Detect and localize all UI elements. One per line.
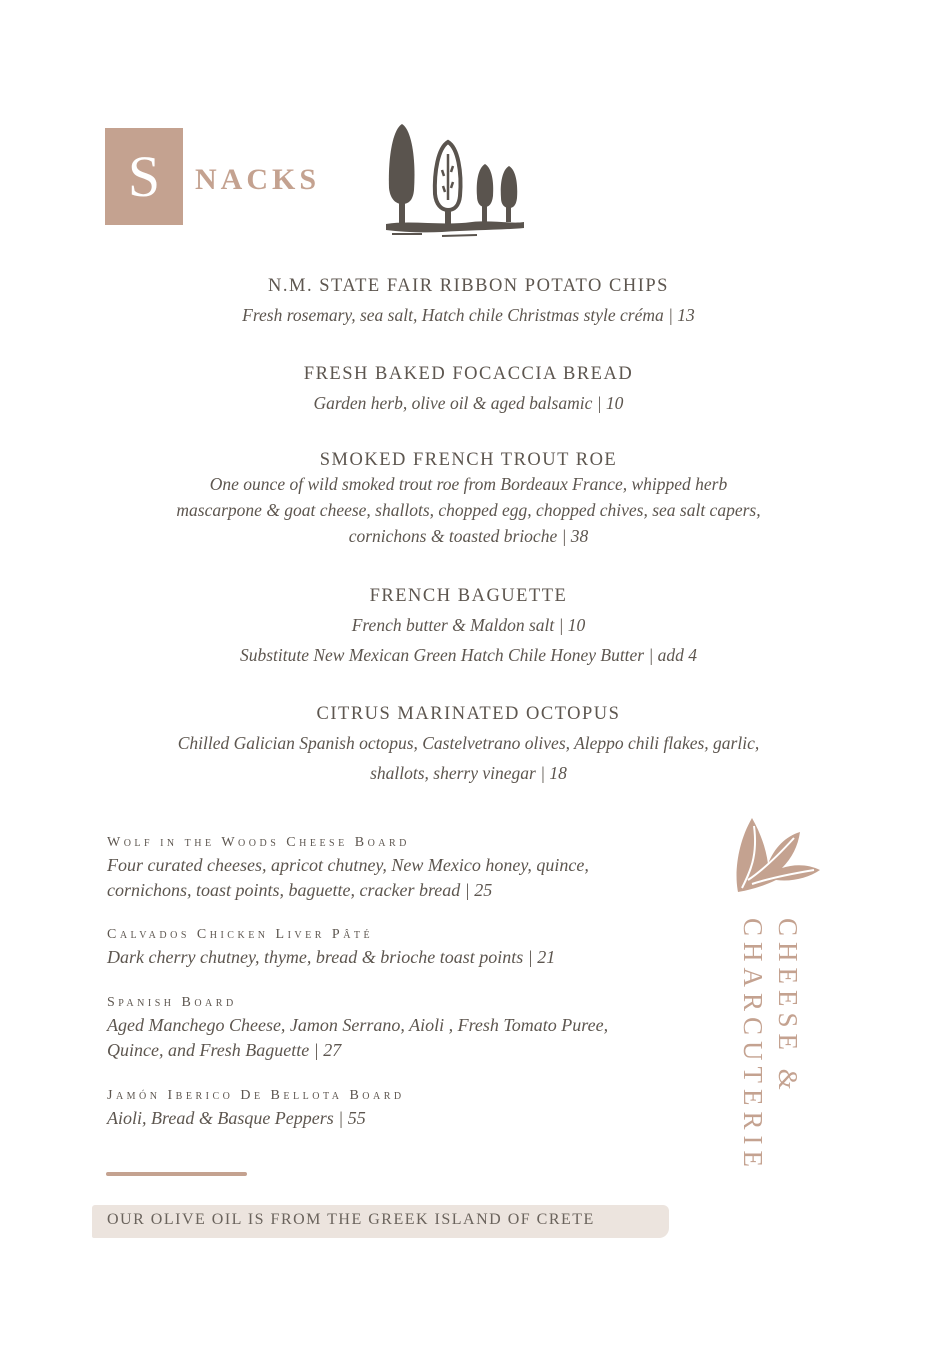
side-title-line-1: CHEESE &	[773, 918, 803, 1096]
menu-item-trout-roe	[110, 450, 827, 549]
drop-cap-letter: S	[127, 144, 161, 209]
menu-item-spanish-board	[107, 995, 667, 1063]
menu-item-description: shallots, sherry vinegar | 18	[370, 763, 567, 783]
menu-item-description: Substitute New Mexican Green Hatch Chile Honey Butter | add 4	[239, 645, 698, 665]
drop-cap-box	[105, 128, 183, 225]
menu-item-name: Spanish Board	[107, 995, 237, 1010]
menu-item-focaccia	[110, 364, 827, 416]
menu-item-description: Fresh rosemary, sea salt, Hatch chile Christmas style créma | 13	[242, 305, 695, 325]
menu-item-name: Calvados Chicken Liver Pâté	[107, 927, 374, 942]
menu-item-name: N.M. STATE FAIR RIBBON POTATO CHIPS	[268, 276, 669, 296]
menu-item-name: FRENCH BAGUETTE	[369, 586, 568, 606]
menu-item-octopus	[110, 704, 827, 786]
menu-item-liver-pate	[107, 927, 667, 970]
cypress-trees-icon	[382, 120, 527, 240]
menu-item-description: French butter & Maldon salt | 10	[351, 615, 586, 635]
menu-item-jamon-board	[107, 1088, 667, 1131]
menu-item-description: Aioli, Bread & Basque Peppers | 55	[107, 1108, 366, 1128]
menu-item-description: Quince, and Fresh Baguette | 27	[107, 1040, 342, 1060]
menu-item-cheese-board	[107, 835, 667, 903]
menu-item-potato-chips	[110, 276, 827, 328]
menu-item-name: SMOKED FRENCH TROUT ROE	[319, 450, 618, 470]
menu-item-name: Wolf in the Woods Cheese Board	[107, 835, 410, 850]
side-title-line-2: CHARCUTERIE	[738, 918, 768, 1173]
menu-item-description: cornichons & toasted brioche | 38	[348, 526, 589, 546]
menu-item-name: Jamón Iberico De Bellota Board	[107, 1088, 405, 1103]
menu-item-description: cornichons, toast points, baguette, cracker bread | 25	[107, 880, 493, 900]
menu-item-description: Four curated cheeses, apricot chutney, New Mexico honey, quince,	[107, 855, 589, 875]
footer-note: OUR OLIVE OIL IS FROM THE GREEK ISLAND OF CRETE	[107, 1211, 595, 1228]
menu-item-baguette	[110, 586, 827, 668]
menu-item-description: Dark cherry chutney, thyme, bread & brioche toast points | 21	[107, 947, 556, 967]
menu-item-name: CITRUS MARINATED OCTOPUS	[316, 704, 621, 724]
menu-item-name: FRESH BAKED FOCACCIA BREAD	[303, 364, 634, 384]
divider-line	[106, 1172, 247, 1176]
menu-item-description: One ounce of wild smoked trout roe from Bordeaux France, whipped herb	[209, 474, 728, 494]
menu-item-description: Chilled Galician Spanish octopus, Castelvetrano olives, Aleppo chili flakes, garlic,	[177, 733, 760, 753]
menu-item-description: Garden herb, olive oil & aged balsamic | 10	[313, 393, 624, 413]
menu-item-description: mascarpone & goat cheese, shallots, chopped egg, chopped chives, sea salt capers,	[176, 500, 761, 520]
leaf-flower-icon	[730, 812, 825, 897]
section-heading-snacks: NACKS	[195, 163, 321, 196]
menu-item-description: Aged Manchego Cheese, Jamon Serrano, Aioli , Fresh Tomato Puree,	[107, 1015, 609, 1035]
